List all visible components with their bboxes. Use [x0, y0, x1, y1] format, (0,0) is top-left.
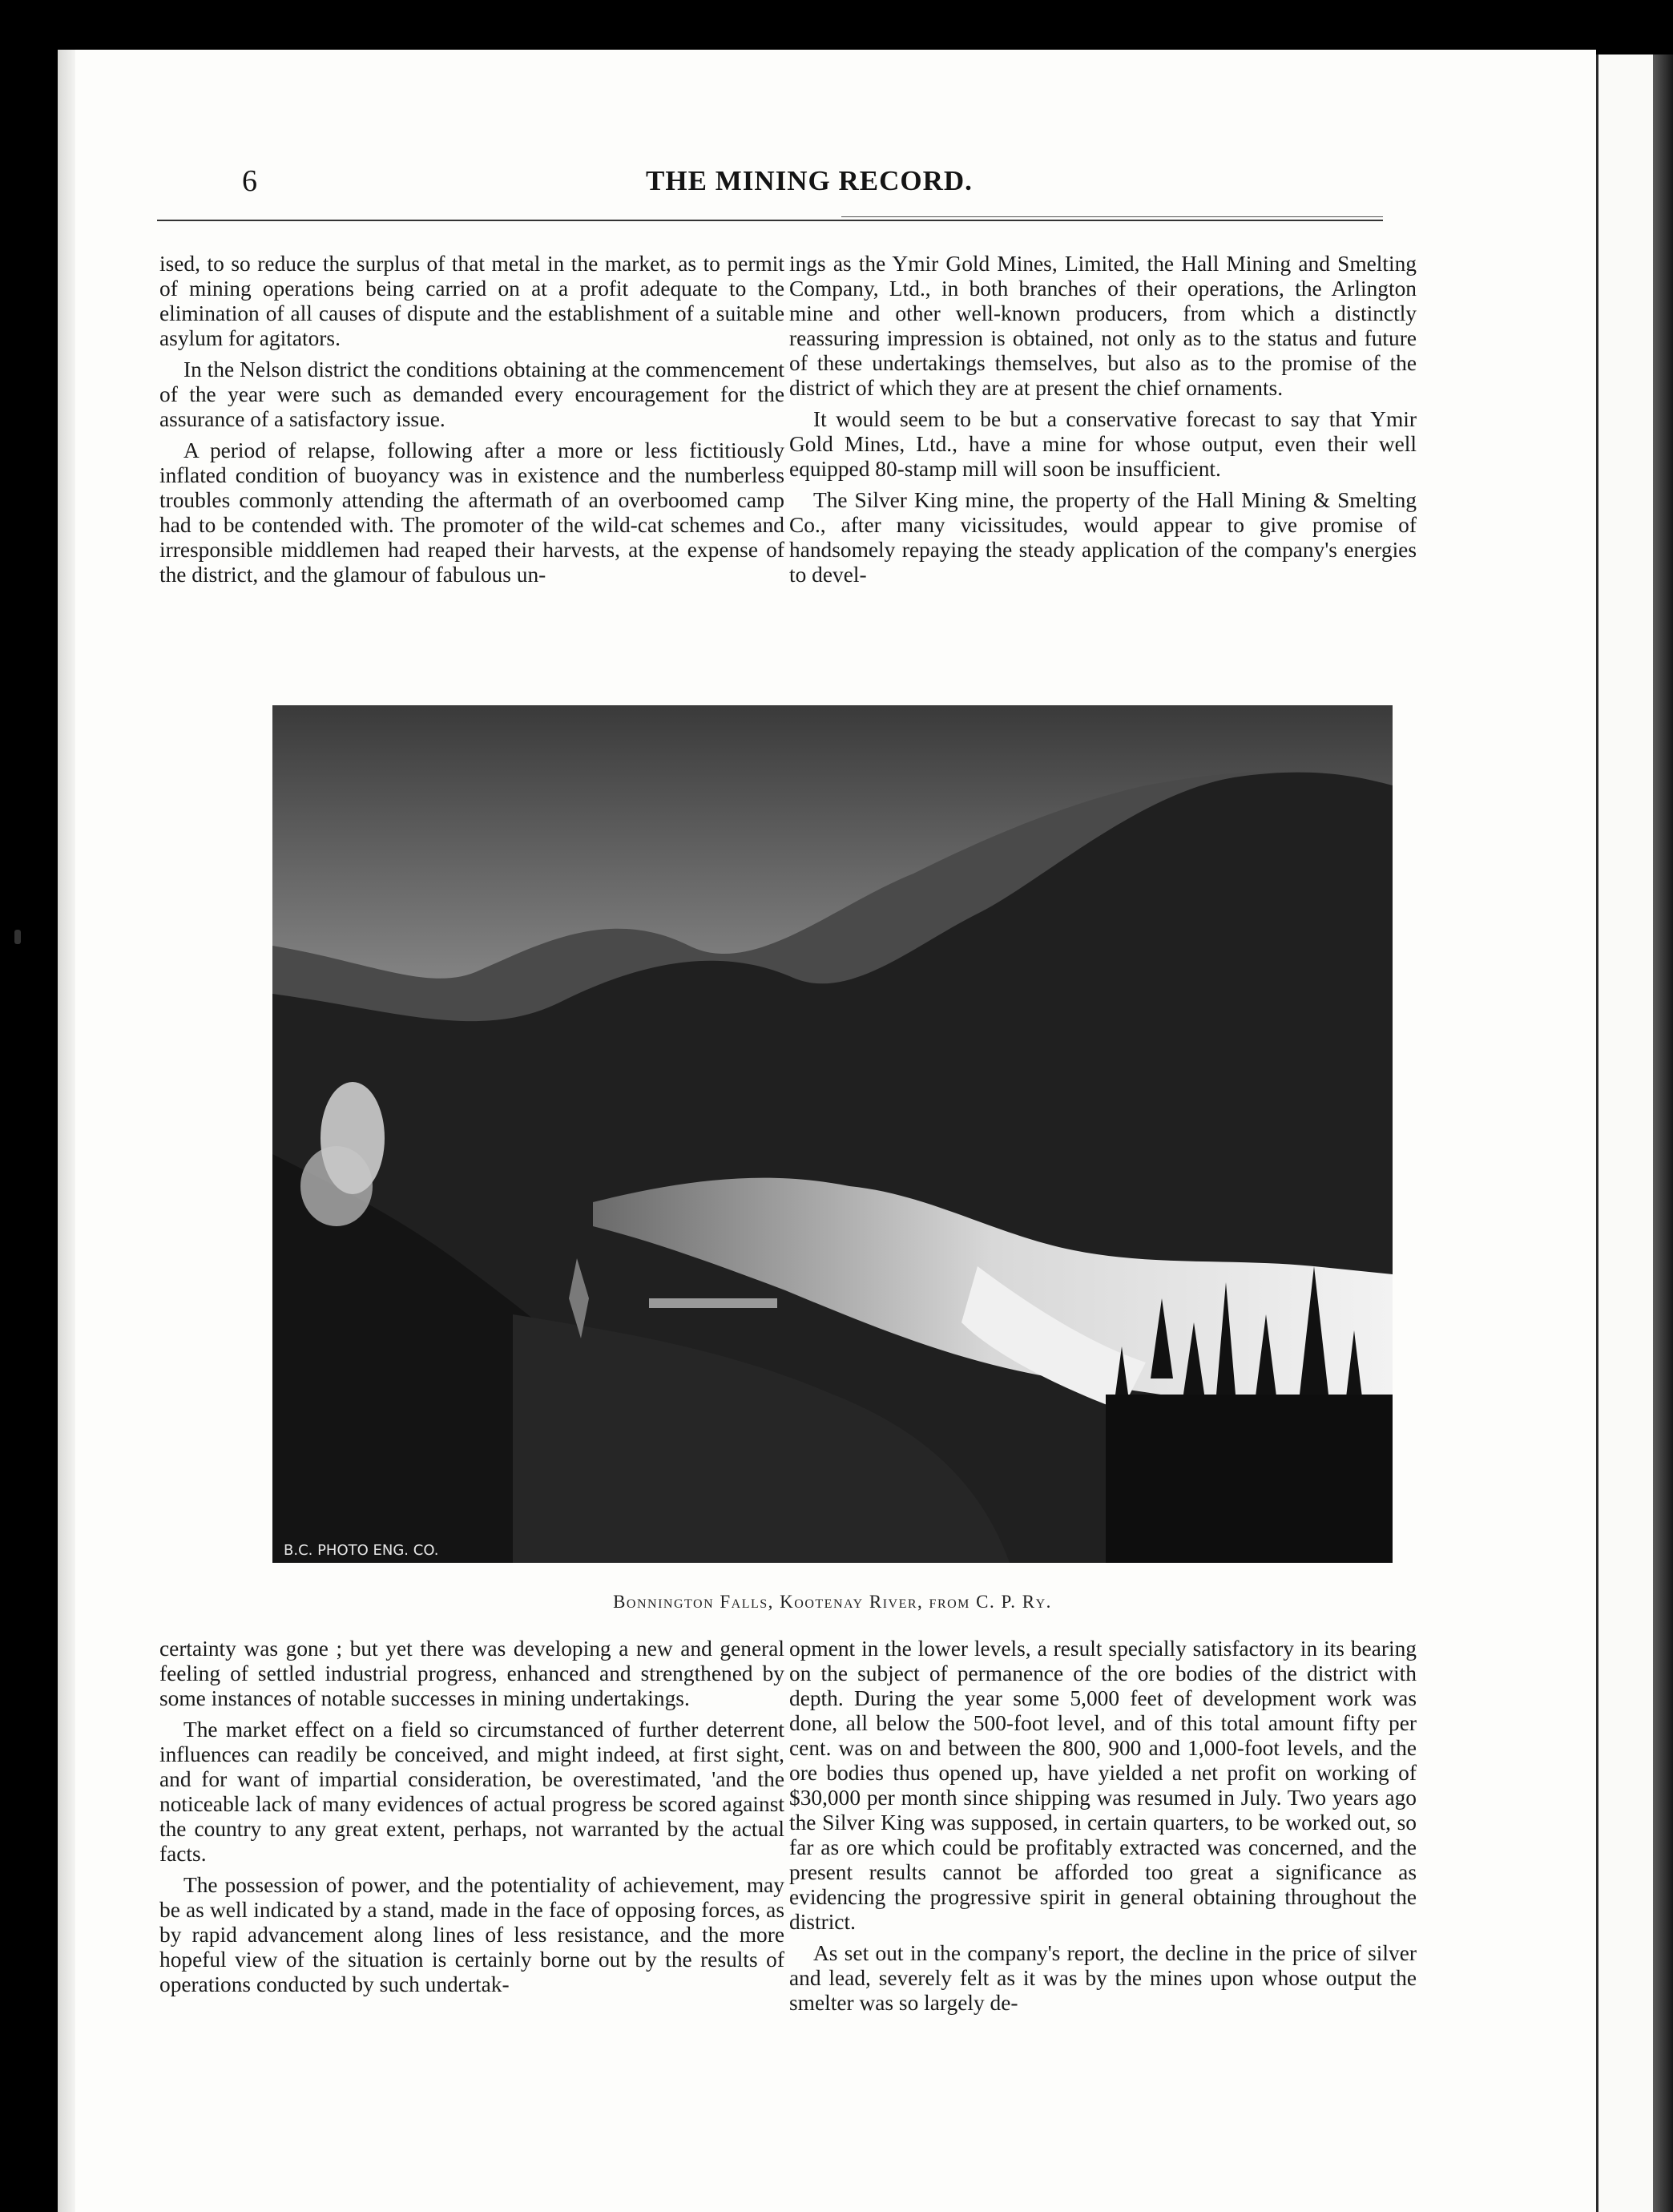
paragraph: ised, to so reduce the surplus of that metal in the market, as to permit of mining operations being carried on at a profit adequate to the elimination of all causes of dispute and the establishment of a suitable asylum for agitators. [159, 252, 784, 350]
paragraph: certainty was gone ; but yet there was developing a new and general feeling of settled industrial progress, enhanced and strengthened by some instances of notable successes in mining undertakings. [159, 1637, 784, 1710]
page-binding-edge [58, 50, 75, 2212]
header-rule-thin [841, 216, 1383, 217]
scan-shadow [1653, 54, 1673, 2212]
paragraph: The market effect on a field so circumstanced of further deterrent influences can readily be conceived, and might indeed, at first sight, and for want of impartial consideration, be overestimated, 'and the noticeable lack of many evidences of actual progress be scored against the country to any great extent, perhaps, not warranted by the actual facts. [159, 1718, 784, 1866]
paragraph: A period of relapse, following after a more or less fictitiously inflated condition of buoyancy was in existence and the numberless troubles commonly attending the aftermath of an overboomed camp had to be contended with. The promoter of the wild-cat schemes and irresponsible middlemen had reaped their harvests, at the expense of the district, and the glamour of fabulous un- [159, 438, 784, 587]
next-page-edge [1596, 54, 1673, 2212]
paragraph: In the Nelson district the conditions obtaining at the commencement of the year were such as demanded every encouragement for the assurance of a satisfactory issue. [159, 357, 784, 431]
photo-credit: B.C. PHOTO ENG. CO. [284, 1542, 439, 1559]
column-bottom-right [789, 1637, 1417, 2016]
figure-caption: Bonnington Falls, Kootenay River, from C. P. Ry. [613, 1592, 1052, 1612]
scan-speck [14, 930, 21, 944]
paragraph: The possession of power, and the potentiality of achievement, may be as well indicated by a stand, made in the face of opposing forces, as by rapid advancement along lines of less resistance, and the more hopeful view of the situation is certainly borne out by the results of operations conducted by such undertak- [159, 1873, 784, 1996]
column-top-right [789, 252, 1417, 587]
page-number: 6 [242, 164, 257, 198]
paragraph: The Silver King mine, the property of the Hall Mining & Smelting Co., after many vicissitudes, would appear to give promise of handsomely repaying the steady application of the company's energies to devel- [789, 488, 1417, 587]
paragraph: It would seem to be but a conservative forecast to say that Ymir Gold Mines, Ltd., have a mine for whose output, even their well equipped 80-stamp mill will soon be insufficient. [789, 407, 1417, 481]
header-rule [157, 220, 1383, 221]
column-bottom-left [159, 1637, 784, 1997]
column-top-left [159, 252, 784, 587]
journal-title: THE MINING RECORD. [646, 165, 973, 196]
paragraph: As set out in the company's report, the decline in the price of silver and lead, severely felt as it was by the mines upon whose output the smelter was so largely de- [789, 1941, 1417, 2015]
paragraph: opment in the lower levels, a result specially satisfactory in its bearing on the subject of permanence of the ore bodies of the district with depth. During the year some 5,000 feet of development work was done, all below the 500-foot level, and of this total amount fifty per cent. was on and between the 800, 900 and 1,000-foot levels, and the ore bodies thus opened up, have yielded a net profit on working of $30,000 per month since shipping was resumed in July. Two years ago the Silver King was supposed, in certain quarters, to be worked out, so far as ore which could be profitably extracted was concerned, and the present results cannot be afforded too great a significance as evidencing the progressive spirit in general obtaining throughout the district. [789, 1637, 1417, 1934]
landscape-photo [272, 705, 1393, 1563]
paragraph: ings as the Ymir Gold Mines, Limited, the Hall Mining and Smelting Company, Ltd., in both branches of their operations, the Arlington mine and other well-known producers, from which a distinctly reassuring impression is obtained, not only as to the status and future of these undertakings themselves, but also as to the promise of the district of which they are at present the chief ornaments. [789, 252, 1417, 400]
photo-illustration [272, 705, 1393, 1563]
